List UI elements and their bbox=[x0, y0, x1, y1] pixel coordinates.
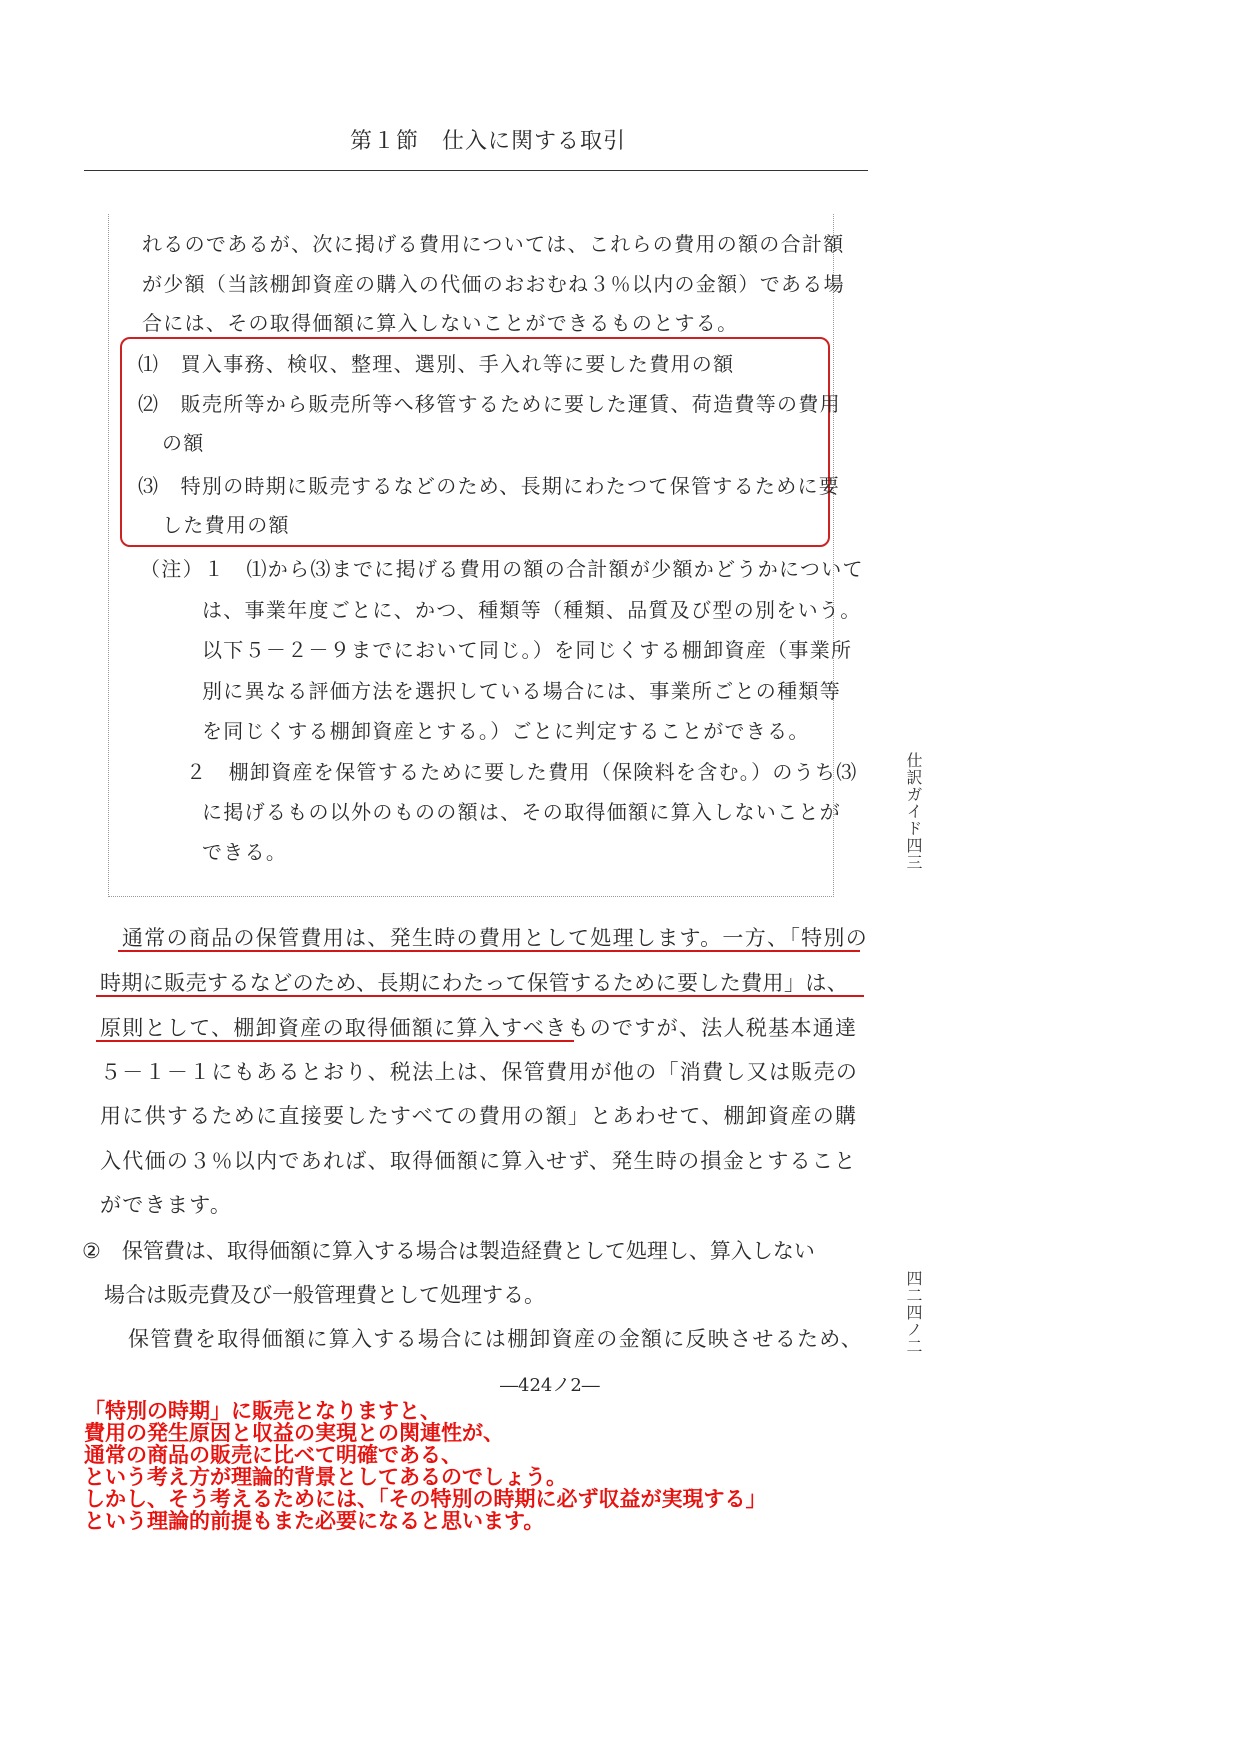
red-underline-1 bbox=[118, 950, 860, 952]
commentary-line-5: しかし、そう考えるためには、「その特別の時期に必ず収益が実現する」 bbox=[84, 1487, 767, 1511]
point-2-line-1: ② 保管費は、取得価額に算入する場合は製造経費として処理し、算入しない bbox=[82, 1239, 815, 1263]
item-2-cont: の額 bbox=[162, 431, 205, 455]
commentary-line-3: 通常の商品の販売に比べて明確である、 bbox=[84, 1443, 462, 1467]
note-1-line-1: （注）１ ⑴から⑶までに掲げる費用の額の合計額が少額かどうかについて bbox=[140, 557, 864, 581]
body-line-1: 通常の商品の保管費用は、発生時の費用として処理します。一方、「特別の bbox=[122, 926, 869, 950]
red-underline-2 bbox=[96, 995, 864, 997]
excerpt-line-1: れるのであるが、次に掲げる費用については、これらの費用の額の合計額 bbox=[142, 232, 845, 256]
item-3-cont: した費用の額 bbox=[162, 513, 290, 537]
body-line-6: 入代価の３％以内であれば、取得価額に算入せず、発生時の損金とすること bbox=[100, 1149, 857, 1173]
commentary-line-1: 「特別の時期」に販売となりますと、 bbox=[84, 1399, 441, 1423]
item-2: ⑵ 販売所等から販売所等へ移管するために要した運賃、荷造費等の費用 bbox=[138, 392, 841, 416]
note-1-line-3: 以下５－２－９までにおいて同じ。）を同じくする棚卸資産（事業所 bbox=[202, 638, 853, 662]
note-1-line-5: を同じくする棚卸資産とする。）ごとに判定することができる。 bbox=[202, 719, 810, 743]
section-title: 第１節 仕入に関する取引 bbox=[350, 129, 627, 154]
excerpt-line-2: が少額（当該棚卸資産の購入の代価のおおむね３％以内の金額）である場 bbox=[142, 272, 845, 296]
side-label-upper: 仕訳ガイド四三 bbox=[904, 752, 923, 871]
commentary-line-2: 費用の発生原因と収益の実現との関連性が、 bbox=[84, 1421, 504, 1445]
point-2-line-2: 場合は販売費及び一般管理費として処理する。 bbox=[104, 1283, 545, 1307]
page-number: ―424ノ2― bbox=[500, 1375, 600, 1396]
red-underline-3 bbox=[96, 1040, 574, 1042]
body-line-7: ができます。 bbox=[100, 1193, 233, 1217]
body-line-4: ５－１－１にもあるとおり、税法上は、保管費用が他の「消費し又は販売の bbox=[100, 1060, 859, 1084]
commentary-line-4: という考え方が理論的背景としてあるのでしょう。 bbox=[84, 1465, 567, 1489]
commentary-block bbox=[84, 1400, 767, 1532]
item-3: ⑶ 特別の時期に販売するなどのため、長期にわたつて保管するために要 bbox=[138, 474, 841, 498]
side-label-lower: 四二四ノ二 bbox=[904, 1270, 923, 1355]
note-2-line-3: できる。 bbox=[202, 840, 288, 864]
excerpt-line-3: 合には、その取得価額に算入しないことができるものとする。 bbox=[142, 311, 739, 335]
item-1: ⑴ 買入事務、検収、整理、選別、手入れ等に要した費用の額 bbox=[138, 352, 735, 376]
body-line-5: 用に供するために直接要したすべての費用の額」とあわせて、棚卸資産の購 bbox=[100, 1104, 858, 1128]
note-2-line-2: に掲げるもの以外のものの額は、その取得価額に算入しないことが bbox=[202, 800, 841, 824]
note-1-line-4: 別に異なる評価方法を選択している場合には、事業所ごとの種類等 bbox=[202, 679, 841, 703]
note-2-line-1: ２ 棚卸資産を保管するために要した費用（保険料を含む。）のうち⑶ bbox=[186, 760, 858, 784]
body-line-2: 時期に販売するなどのため、長期にわたって保管するために要した費用」は、 bbox=[100, 971, 849, 995]
body-line-3: 原則として、棚卸資産の取得価額に算入すべきものですが、法人税基本通達 bbox=[100, 1016, 858, 1040]
note-1-line-2: は、事業年度ごとに、かつ、種類等（種類、品質及び型の別をいう。 bbox=[202, 598, 862, 622]
header-rule bbox=[84, 170, 868, 171]
body-tail: 保管費を取得価額に算入する場合には棚卸資産の金額に反映させるため、 bbox=[128, 1327, 864, 1351]
commentary-line-6: という理論的前提もまた必要になると思います。 bbox=[84, 1509, 545, 1533]
